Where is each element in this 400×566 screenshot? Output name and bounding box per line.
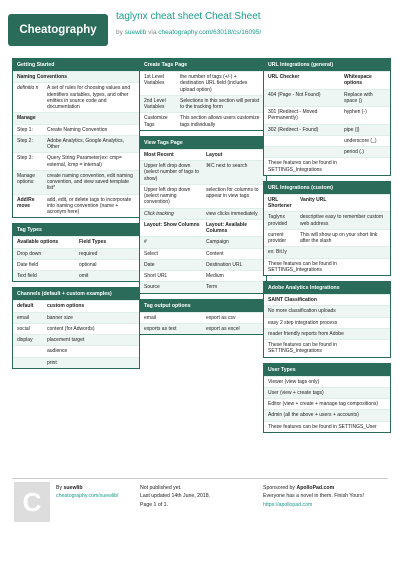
table-row: Step 2: Adobe Analytics, Google Analytics, Other [13,135,139,153]
table-row: underscore (_) [264,135,390,146]
table-row: email banner size [13,312,139,323]
card-title: Adobe Analytics Integrations [264,282,390,294]
table-row: 404 (Page - Not Found) Replace with space () [264,89,390,107]
table-row: Upper left drop down (select naming convention) selection for columns to appear in view tags [140,184,266,208]
footer-author-link[interactable]: cheatography.com/suewlib/ [56,493,119,500]
list-item: No more classification uploads [264,305,390,316]
table-row: email export as csv [140,312,266,323]
column-3 [263,58,391,438]
card-title: User Types [264,364,390,376]
settings-note: These features can be found in SETTINGS_Integrations [264,157,390,175]
table-row: 2nd Level Variables Selections in this section will persist to the tracking form [140,95,266,113]
table-row: Date field optional [13,259,139,270]
card-title: Tag output options [140,300,266,312]
page-subtitle: by suewlib via cheatography.com/63018/cs/16095/ [116,29,262,36]
table-row: current provider This will show up on your short link after the slash [264,229,390,247]
view-tags-card [139,136,267,294]
table-row: Step 1: Create Naming Convention [13,124,139,135]
settings-note: These features can be found in SETTINGS_User [264,421,390,432]
list-item: User (view + create tags) [264,387,390,398]
settings-note: These features can be found in SETTINGS_Integrations [264,258,390,276]
author-link[interactable]: suewlib [124,29,147,36]
table-row: Click tracking view clicks immediately [140,208,266,219]
section-label: Manage [13,112,139,123]
url-integrations-card [263,58,391,176]
card-title: View Tags Page [140,137,266,149]
table-row: 302 (Redirect - Found) pipe (|) [264,124,390,135]
author-avatar-icon: C [14,482,50,522]
table-row: Upper left drop down (select number of tags to show) ⌘C next to search [140,160,266,184]
section-label: SAINT Classification [264,294,390,305]
publish-info: Not published yet. Last updated 14th June, 2018. Page 1 of 1. [140,485,211,508]
sheet-url-link[interactable]: cheatography.com/63018/cs/16095/ [158,29,262,36]
table-row: social content (for Adwords) [13,323,139,334]
sponsor-url-link[interactable]: https://apollopad.com [263,501,313,508]
table-row: 1st Level Variables the number of tags (+/-) + destination URL field (includes upload option) [140,71,266,95]
getting-started-card [12,58,140,218]
tag-output-card [139,299,267,336]
table-row: Source Term [140,281,266,292]
table-header: Available options Field Types [13,236,139,247]
table-row: Drop down required [13,248,139,259]
table-row: Add/Re move add, edit, or delete tags to incorporate into naming convention (name + acronym here) [13,194,139,218]
section-label: Naming Conventions [13,71,139,82]
page-header [0,0,400,52]
table-row: Short URL Medium [140,270,266,281]
table-header: default custom options [13,300,139,311]
table-row: display placement target [13,334,139,345]
card-title: Create Tags Page [140,59,266,71]
cheatography-logo[interactable]: Cheatography [8,14,108,46]
page-title: taglynx cheat sheet Cheat Sheet [116,11,261,22]
table-row: Customize Tags This section allows users customize tags individually [140,112,266,130]
table-row: Select Content [140,248,266,259]
list-item: reader friendly reports from Adobe [264,328,390,339]
author-block: By suewlib cheatography.com/suewlib/ [56,485,119,500]
tag-types-card [12,223,140,282]
table-row: 301 (Redirect - Moved Permanently) hyphen (-) [264,106,390,124]
sponsor-block: Sponsored by ApolloPad.com Everyone has a novel in them. Finish Yours! https://apollopad.com [263,485,364,508]
column-1 [12,58,140,374]
table-header: URL Shortener Vanity URL [264,194,390,212]
card-title: Channels (default + custom examples) [13,288,139,300]
card-title: Tag Types [13,224,139,236]
sponsor-link[interactable]: ApolloPad.com [296,485,335,491]
table-row: Text field omit [13,270,139,281]
table-row: Taglynx provided descriptive easy to remember custom web address [264,211,390,229]
table-header: Most Recent Layout [140,149,266,160]
card-title: URL Integrations (general) [264,59,390,71]
footer-divider [12,478,388,479]
list-item: easy 2 step integration process [264,317,390,328]
card-title: URL Integrations (custom) [264,182,390,194]
card-title: Getting Started [13,59,139,71]
table-row: audience [13,345,139,356]
table-row: # Campaign [140,236,266,247]
url-custom-card [263,181,391,276]
list-item: Admin (all the above + users + accounts) [264,409,390,420]
adobe-card [263,281,391,358]
table-row: exports as text export as excel [140,323,266,334]
table-row: definitio n A set of rules for choosing values and identifiers variables, types, and other entities in source code and documentation [13,82,139,112]
page-footer [0,478,400,566]
table-header: Layout: Show Columns Layout: Available Columns [140,219,266,237]
table-row: Step 3: Query String Parameter(ex: cmp= external, lcmp = internal) [13,152,139,170]
table-row: Manage options: create naming convention, edit naming convention, and view saved template list* [13,170,139,194]
column-2 [139,58,267,340]
channels-card [12,287,140,369]
create-tags-card [139,58,267,131]
settings-note: These features can be found in SETTINGS_Integrations [264,339,390,357]
table-row: Date Destination URL [140,259,266,270]
example-note: ex: Bit.ly [264,246,390,257]
footer-author[interactable]: suewlib [63,485,83,491]
user-types-card [263,363,391,433]
table-header: URL Checker Whitespace options [264,71,390,89]
table-row: period (.) [264,146,390,157]
list-item: Editor (view + create + manage tag compositions) [264,398,390,409]
list-item: Viewer (view tags only) [264,376,390,387]
table-row: print [13,357,139,368]
